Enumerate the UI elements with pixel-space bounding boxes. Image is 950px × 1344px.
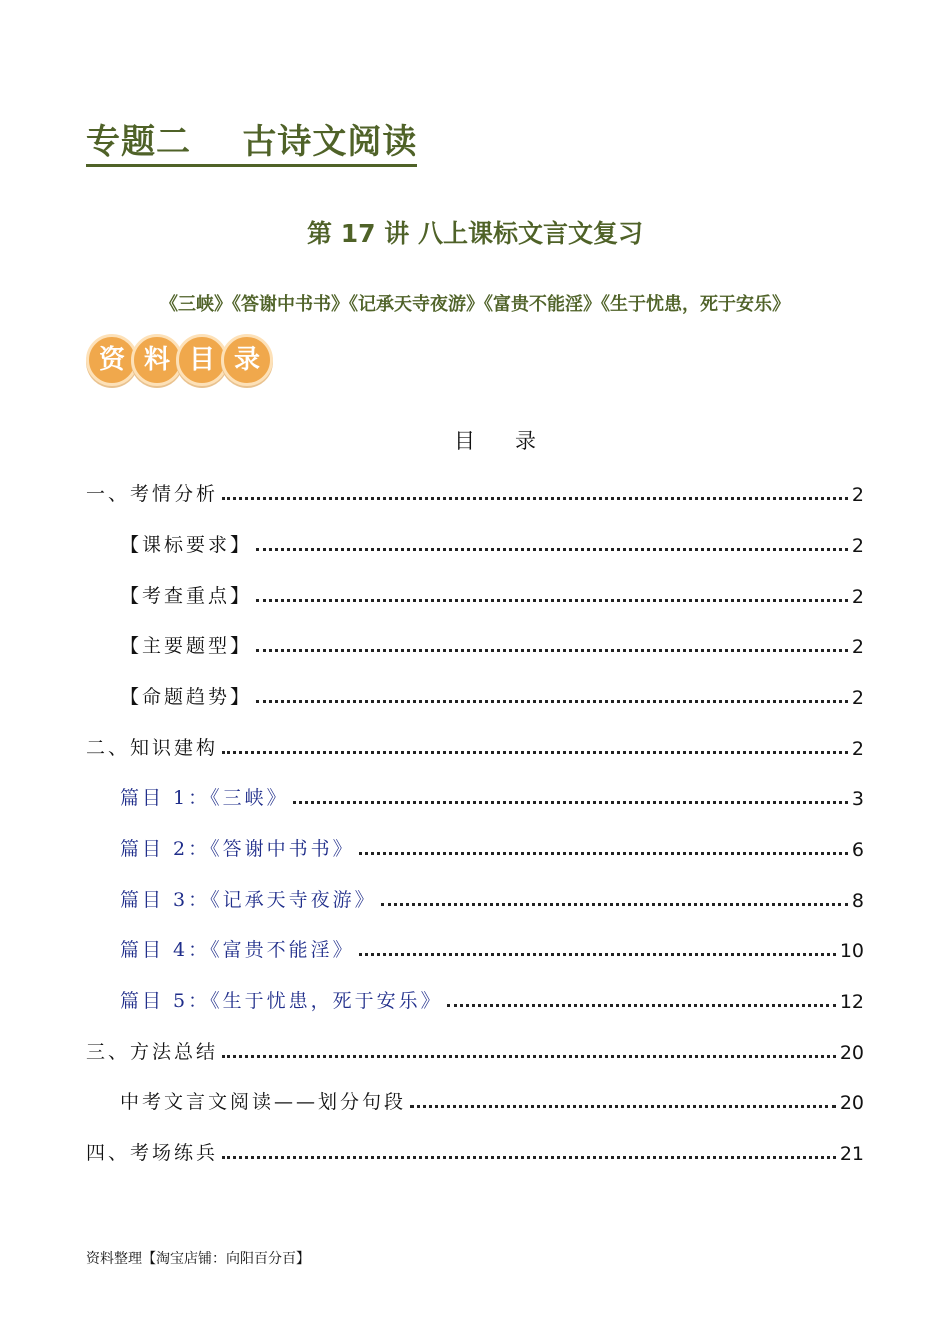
toc-entry-label: 中考文言文阅读——划分句段 xyxy=(120,1091,407,1113)
toc-entry-label: 【课标要求】 xyxy=(120,534,253,556)
dot-leader xyxy=(293,801,848,804)
toc-entry-page: 2 xyxy=(851,535,864,557)
dot-leader xyxy=(222,751,848,754)
toc-entry-label: 【考查重点】 xyxy=(120,585,253,607)
dot-leader xyxy=(256,548,848,551)
materials-toc-badge xyxy=(86,330,276,390)
dot-leader xyxy=(256,649,848,652)
toc-entry-text-2[interactable] xyxy=(120,831,864,861)
toc-entry-curriculum[interactable] xyxy=(120,527,864,557)
toc-heading: 目录 xyxy=(454,429,576,453)
topic-title: 专题二 古诗文阅读 xyxy=(86,120,417,167)
dot-leader xyxy=(447,1004,836,1007)
toc-entry-sentence-division[interactable] xyxy=(120,1084,864,1114)
toc-entry-text-1[interactable] xyxy=(120,780,864,810)
toc-entry-page: 2 xyxy=(851,636,864,658)
dot-leader xyxy=(222,1156,836,1159)
toc-entry-page: 20 xyxy=(839,1042,864,1064)
toc-entry-label: 二、知识建构 xyxy=(86,737,219,759)
toc-entry-page: 8 xyxy=(851,890,864,912)
dot-leader xyxy=(359,852,848,855)
toc-entry-page: 10 xyxy=(839,940,864,962)
toc-entry-methods[interactable] xyxy=(86,1034,864,1064)
toc-entry-label: 四、考场练兵 xyxy=(86,1142,219,1164)
lecture-title: 第 17 讲 八上课标文言文复习 xyxy=(307,219,643,248)
badge-char: 资 xyxy=(86,334,138,386)
toc-entry-page: 20 xyxy=(839,1092,864,1114)
toc-entry-page: 6 xyxy=(851,839,864,861)
toc-entry-text-3[interactable] xyxy=(120,882,864,912)
badge-char: 录 xyxy=(221,334,273,386)
toc-entry-page: 3 xyxy=(851,788,864,810)
toc-entry-page: 2 xyxy=(851,484,864,506)
toc-entry-label: 一、考情分析 xyxy=(86,483,219,505)
toc-entry-label: 篇目 2：《答谢中书书》 xyxy=(120,838,355,860)
toc-entry-page: 2 xyxy=(851,738,864,760)
toc-entry-analysis[interactable] xyxy=(86,476,864,506)
toc-entry-knowledge[interactable] xyxy=(86,730,864,760)
toc-entry-text-4[interactable] xyxy=(120,932,864,962)
dot-leader xyxy=(410,1105,836,1108)
toc-entry-practice[interactable] xyxy=(86,1135,864,1165)
toc-entry-page: 12 xyxy=(839,991,864,1013)
badge-char: 目 xyxy=(176,334,228,386)
toc-entry-label: 篇目 3：《记承天寺夜游》 xyxy=(120,889,377,911)
toc-entry-label: 篇目 1：《三峡》 xyxy=(120,787,289,809)
dot-leader xyxy=(222,497,848,500)
dot-leader xyxy=(359,953,836,956)
toc-entry-trends[interactable] xyxy=(120,679,864,709)
toc-entry-key-points[interactable] xyxy=(120,578,864,608)
works-list: 《三峡》《答谢中书书》《记承天寺夜游》《富贵不能淫》《生于忧患，死于安乐》 xyxy=(160,294,790,315)
toc-entry-label: 【主要题型】 xyxy=(120,635,253,657)
toc-entry-page: 21 xyxy=(839,1143,864,1165)
toc-entry-page: 2 xyxy=(851,586,864,608)
footer-note: 资料整理【淘宝店铺：向阳百分百】 xyxy=(86,1251,310,1267)
dot-leader xyxy=(256,700,848,703)
toc-entry-question-types[interactable] xyxy=(120,628,864,658)
toc-entry-label: 【命题趋势】 xyxy=(120,686,253,708)
toc-entry-text-5[interactable] xyxy=(120,983,864,1013)
dot-leader xyxy=(381,903,848,906)
badge-char: 料 xyxy=(131,334,183,386)
dot-leader xyxy=(222,1055,836,1058)
toc-entry-page: 2 xyxy=(851,687,864,709)
dot-leader xyxy=(256,599,848,602)
toc-entry-label: 篇目 5：《生于忧患，死于安乐》 xyxy=(120,990,443,1012)
toc-entry-label: 篇目 4：《富贵不能淫》 xyxy=(120,939,355,961)
toc-entry-label: 三、方法总结 xyxy=(86,1041,219,1063)
